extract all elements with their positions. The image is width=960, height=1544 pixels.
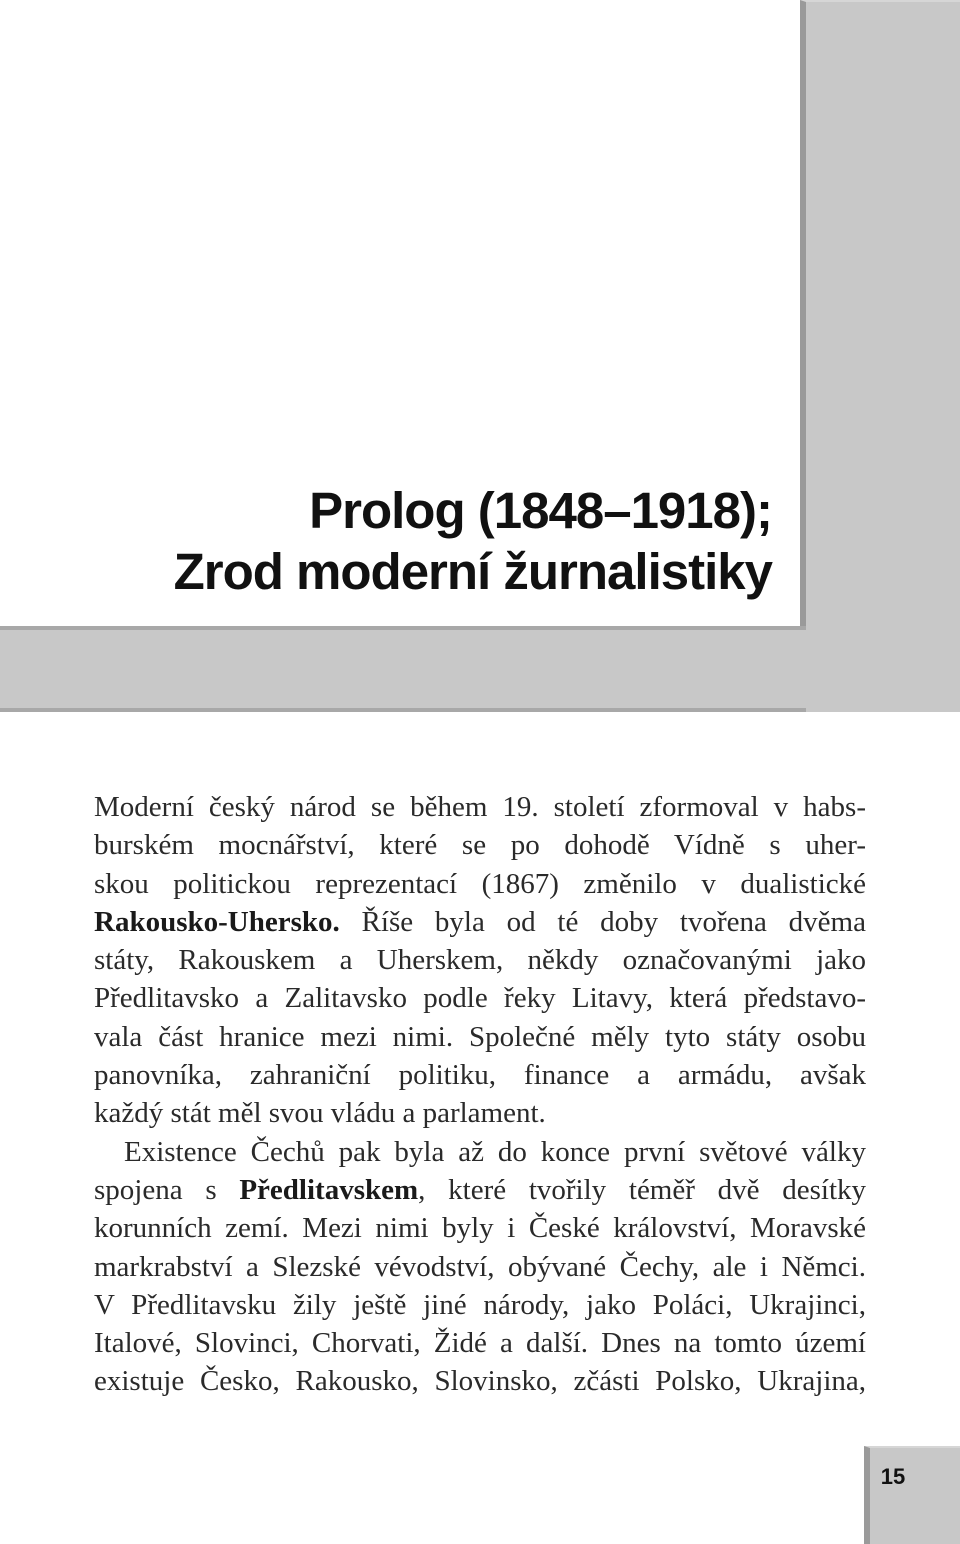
- text-line: panovníka, zahraniční politiku, finance a armádu, avšak: [94, 1059, 866, 1092]
- text-line: skou politickou reprezentací (1867) změnilo v dualistické: [94, 867, 866, 900]
- text-line: Moderní český národ se během 19. století zformoval v habs-: [94, 791, 866, 823]
- text-line: existuje Česko, Rakousko, Slovinsko, zčásti Polsko, Ukrajina,: [94, 1365, 866, 1398]
- decorative-side-bar: [800, 0, 960, 712]
- chapter-title: [174, 480, 772, 602]
- text-line: [94, 1171, 866, 1209]
- bold-term: Rakousko-Uhersko.: [94, 905, 340, 938]
- text-line: korunních zemí. Mezi nimi byly i České království, Moravské: [94, 1212, 866, 1245]
- text-line: V Předlitavsku žily ještě jiné národy, jako Poláci, Ukrajinci,: [94, 1288, 866, 1321]
- paragraph-2: [94, 1133, 866, 1401]
- text-line: každý stát měl svou vládu a parlament.: [94, 1097, 546, 1130]
- chapter-title-line-1: Prolog (1848–1918);: [309, 482, 772, 539]
- decorative-title-bar: [0, 626, 806, 712]
- text-run: spojena s: [94, 1173, 240, 1206]
- bold-term: Předlitavskem: [239, 1173, 419, 1206]
- text-line: markrabství a Slezské vévodství, obývané Čechy, ale i Němci.: [94, 1250, 866, 1283]
- page-number: 15: [880, 1464, 906, 1489]
- chapter-title-line-2: Zrod moderní žurnalistiky: [173, 543, 772, 600]
- text-line: vala část hranice mezi nimi. Společné měly tyto státy osobu: [94, 1020, 866, 1053]
- text-run: , které tvořily téměř dvě desítky: [418, 1173, 866, 1206]
- text-run: Říše byla od té doby tvořena dvěma: [339, 905, 866, 938]
- text-line: [94, 903, 866, 941]
- paragraph-1: [94, 788, 866, 1133]
- text-line: státy, Rakouskem a Uherskem, někdy označovanými jako: [94, 944, 866, 977]
- body-text: [94, 788, 866, 1401]
- text-line: Předlitavsko a Zalitavsko podle řeky Litavy, která představo-: [94, 982, 866, 1015]
- text-line: Italové, Slovinci, Chorvati, Židé a další. Dnes na tomto území: [94, 1327, 866, 1360]
- text-line: burském mocnářství, které se po dohodě Vídně s uher-: [94, 829, 866, 862]
- text-line: Existence Čechů pak byla až do konce první světové války: [124, 1135, 866, 1168]
- page-number-box: [864, 1446, 960, 1544]
